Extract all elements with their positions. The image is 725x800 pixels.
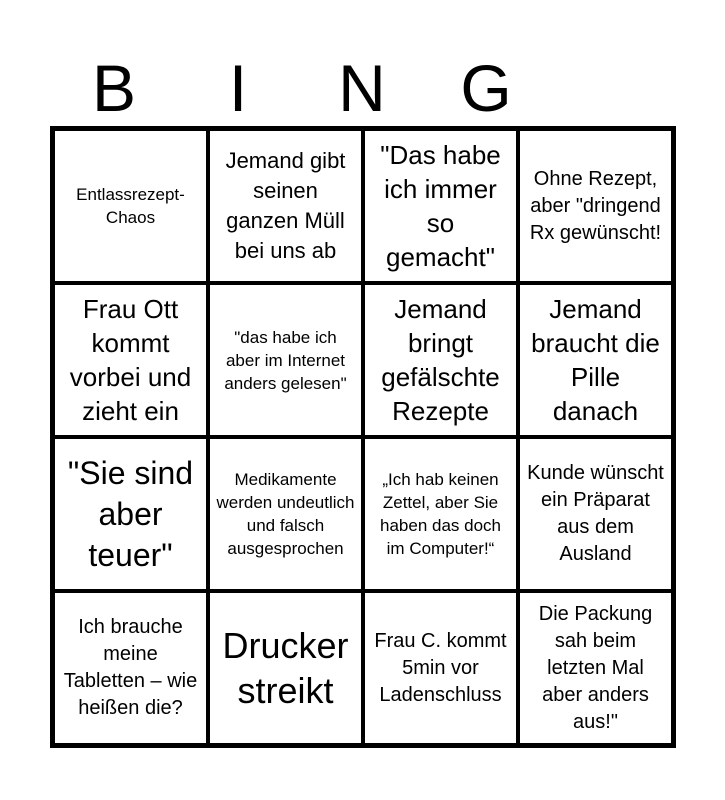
bingo-cell[interactable]: [518, 437, 673, 591]
cell-text: "das habe ich aber im Internet anders gelesen": [224, 327, 347, 393]
bingo-cell[interactable]: [208, 591, 363, 745]
cell-text: Jemand bringt gefälschte Rezepte: [381, 294, 500, 426]
header-letter-b: B: [91, 51, 137, 125]
bingo-cell[interactable]: [53, 591, 208, 745]
bingo-cell[interactable]: [208, 283, 363, 437]
bingo-cell[interactable]: [363, 437, 518, 591]
cell-text: Entlassrezept-Chaos: [76, 185, 185, 227]
cell-text: Ich brauche meine Tabletten – wie heißen die?: [63, 616, 198, 719]
bingo-cell[interactable]: [518, 591, 673, 745]
cell-text: Die Packung sah beim letzten Mal aber anders aus!": [538, 602, 653, 733]
bingo-cell[interactable]: [53, 437, 208, 591]
cell-text: Ohne Rezept, aber "dringend Rx gewünscht!: [529, 167, 662, 244]
cell-text: Drucker streikt: [222, 625, 349, 711]
bingo-header: [52, 52, 672, 124]
bingo-cell[interactable]: [518, 283, 673, 437]
cell-text: Frau Ott kommt vorbei und zieht ein: [69, 294, 192, 426]
bingo-cell[interactable]: [208, 437, 363, 591]
cell-text: Kunde wünscht ein Präparat aus dem Ausland: [527, 462, 664, 565]
cell-text: Jemand gibt seinen ganzen Müll bei uns ab: [225, 148, 346, 263]
cell-text: "Sie sind aber teuer": [67, 454, 194, 573]
cell-text: Frau C. kommt 5min vor Ladenschluss: [374, 629, 507, 706]
cell-text: Jemand braucht die Pille danach: [531, 294, 660, 426]
header-letter-n: N: [338, 51, 386, 125]
cell-text: "Das habe ich immer so gemacht": [380, 140, 501, 272]
bingo-cell[interactable]: [363, 129, 518, 283]
cell-text: Medikamente werden undeutlich und falsch ausgesprochen: [216, 470, 355, 558]
bingo-cell[interactable]: [53, 129, 208, 283]
bingo-cell[interactable]: [363, 591, 518, 745]
cell-text: „Ich hab keinen Zettel, aber Sie haben das doch im Computer!“: [380, 470, 501, 558]
bingo-cell[interactable]: [363, 283, 518, 437]
header-letter-i: I: [228, 51, 248, 125]
bingo-cell[interactable]: [208, 129, 363, 283]
bingo-cell[interactable]: [518, 129, 673, 283]
bingo-cell[interactable]: [53, 283, 208, 437]
bingo-card: [50, 126, 676, 748]
header-letter-g: G: [460, 51, 512, 125]
